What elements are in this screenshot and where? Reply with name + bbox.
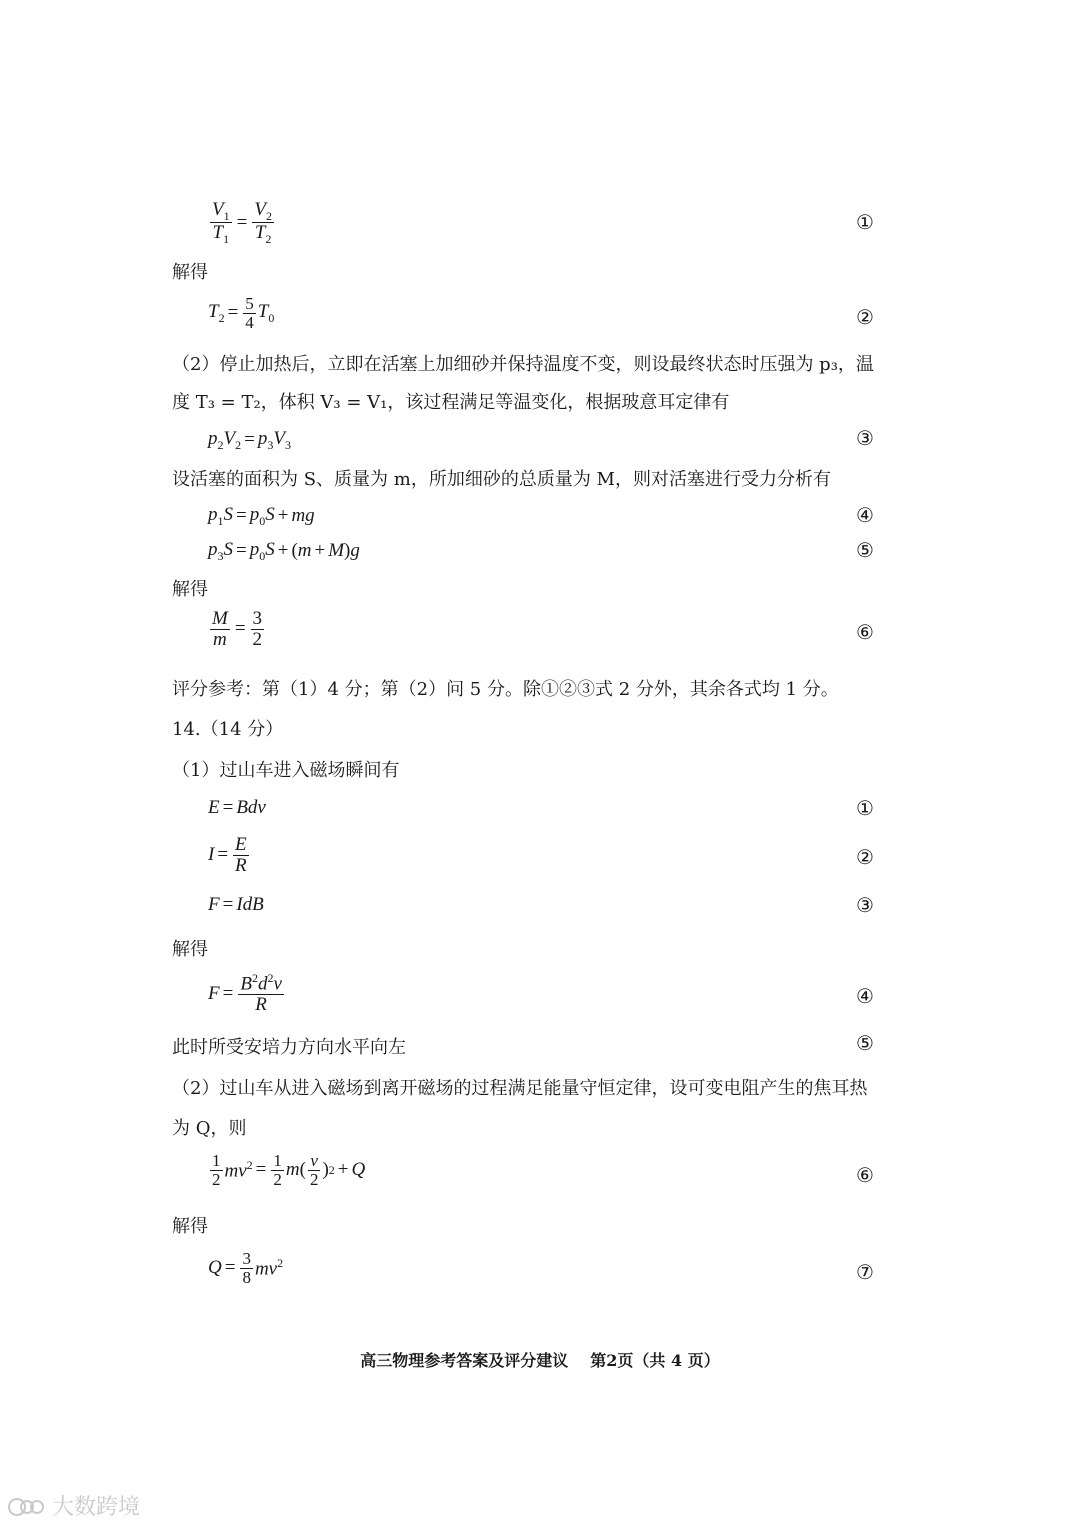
page-footer [0, 1348, 1080, 1371]
formula-force-1: $p_1S$ = $p_0S$ + mg [208, 504, 315, 528]
formula-force-2: $p_3S$ = $p_0S$ + ( m + M ) g [208, 539, 360, 563]
text-q14-part2-line1: （2）过山车从进入磁场到离开磁场的过程满足能量守恒定律，设可变电阻产生的焦耳热 [172, 1078, 868, 1099]
q14-equation-marker-7: ⑦ [856, 1260, 874, 1284]
q14-equation-marker-2: ② [856, 845, 874, 869]
q14-equation-marker-3: ③ [856, 893, 874, 917]
formula-ampere-force: F = IdB [208, 894, 264, 915]
formula-energy-conservation: $\frac{1}{2}$ $mv^2$ = $\frac{1}{2}$ m ( $\frac{v}{2}$ ) 2 + Q [212, 1151, 366, 1189]
text-force-analysis: 设活塞的面积为 S、质量为 m，所加细砂的总质量为 M，则对活塞进行受力分析有 [172, 469, 831, 490]
formula-emf: E = Bdv [208, 797, 266, 818]
equation-marker-2: ② [856, 305, 874, 329]
q14-equation-marker-4: ④ [856, 984, 874, 1008]
formula-mass-ratio: $\frac{M}{m}$ = $\frac{3}{2}$ [212, 608, 263, 650]
equation-marker-1: ① [856, 210, 874, 234]
text-solve-2: 解得 [172, 579, 208, 600]
q14-equation-marker-5: ⑤ [856, 1031, 874, 1055]
text-q14-part2-line2: 为 Q，则 [172, 1118, 247, 1139]
text-scoring-reference: 评分参考：第（1）4 分；第（2）问 5 分。除①②③式 2 分外，其余各式均 1 分。 [172, 679, 839, 700]
formula-heat-result: Q = $\frac{3}{8}$ $mv^2$ [208, 1249, 284, 1287]
text-solve-1: 解得 [172, 262, 208, 283]
formula-charles-law: $\frac{V_1}{T_1}$ = $\frac{V_2}{T_2}$ [212, 199, 272, 247]
equation-marker-6: ⑥ [856, 620, 874, 644]
formula-boyle-law: $p_2V_2$ = $p_3V_3$ [208, 428, 291, 452]
watermark [8, 1490, 140, 1521]
q14-equation-marker-6: ⑥ [856, 1163, 874, 1187]
watermark-text: 大数跨境 [52, 1495, 141, 1520]
text-part2-line2: 度 T₃ = T₂，体积 V₃ = V₁，该过程满足等温变化，根据玻意耳定律有 [172, 392, 730, 413]
text-force-direction: 此时所受安培力方向水平向左 [172, 1037, 406, 1058]
footer-title: 高三物理参考答案及评分建议 [360, 1351, 569, 1370]
question-14-heading: 14.（14 分） [172, 719, 284, 740]
footer-page-number: 第2页（共 4 页） [590, 1351, 720, 1370]
formula-t2: $T_2$ = $\frac{5}{4}$ $T_0$ [208, 294, 275, 332]
text-solve-4: 解得 [172, 1216, 208, 1237]
text-part2-line1: （2）停止加热后，立即在活塞上加细砂并保持温度不变，则设最终状态时压强为 p₃，温 [172, 354, 874, 375]
text-solve-3: 解得 [172, 939, 208, 960]
formula-force-result: F = $\frac{B^2d^2v}{R}$ [208, 971, 282, 1016]
watermark-logo-icon [8, 1495, 48, 1517]
q14-equation-marker-1: ① [856, 796, 874, 820]
text-q14-part1: （1）过山车进入磁场瞬间有 [172, 760, 400, 781]
equation-marker-5: ⑤ [856, 538, 874, 562]
formula-current: I = $\frac{E}{R}$ [208, 834, 247, 876]
equation-marker-4: ④ [856, 503, 874, 527]
equation-marker-3: ③ [856, 426, 874, 450]
